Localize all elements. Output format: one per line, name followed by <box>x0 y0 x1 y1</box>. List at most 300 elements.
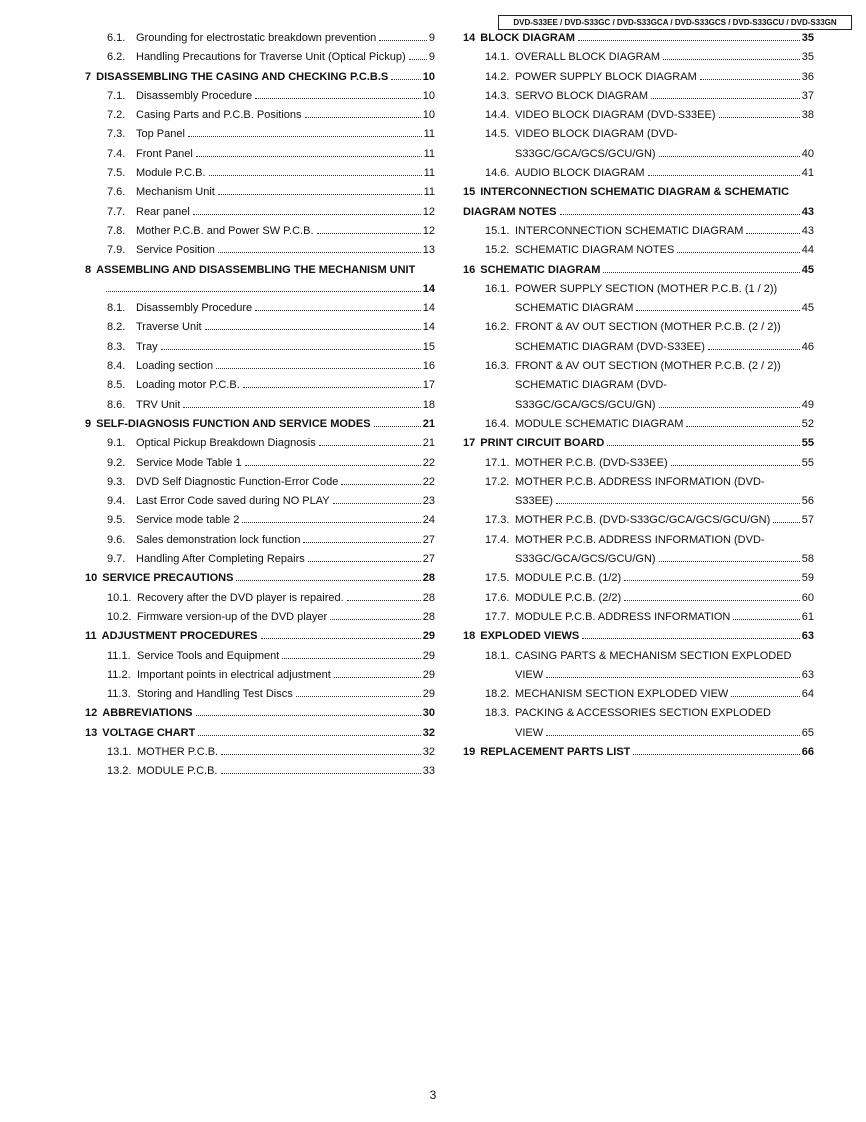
toc-dot-leader <box>161 349 421 350</box>
toc-dot-leader <box>209 175 422 176</box>
toc-entry-number: 8.4. <box>107 360 126 373</box>
toc-entry-number: 16.2. <box>485 321 510 334</box>
toc-entry-title: Handling After Completing Repairs <box>136 553 305 566</box>
toc-dot-leader <box>305 117 421 118</box>
toc-dot-leader <box>255 310 421 311</box>
toc-entry-title: VIDEO BLOCK DIAGRAM (DVD-S33EE) <box>515 109 716 122</box>
toc-page-number: 29 <box>422 668 435 681</box>
toc-dot-leader <box>648 175 800 176</box>
toc-entry-title: MOTHER P.C.B. (DVD-S33EE) <box>515 456 668 469</box>
toc-dot-leader <box>245 465 421 466</box>
toc-entry-number: 7.8. <box>107 224 126 237</box>
toc-page-number: 55 <box>801 456 814 469</box>
toc-subsection-entry[interactable] <box>463 511 814 530</box>
toc-page-number: 55 <box>801 437 814 450</box>
toc-entry-number: 17 <box>463 437 476 450</box>
toc-subsection-entry[interactable] <box>463 724 814 743</box>
toc-entry-title: SERVO BLOCK DIAGRAM <box>515 89 649 102</box>
toc-entry-number: 9.3. <box>107 475 126 488</box>
toc-subsection-entry[interactable] <box>85 299 435 318</box>
toc-dot-leader <box>303 542 420 543</box>
toc-subsection-entry[interactable] <box>85 454 435 473</box>
toc-section-entry[interactable] <box>85 627 435 646</box>
toc-subsection-entry[interactable] <box>463 48 814 67</box>
toc-subsection-entry[interactable] <box>85 492 435 511</box>
toc-page-number: 56 <box>801 495 814 508</box>
toc-entry-number: 7.2. <box>107 109 126 122</box>
toc-page-number: 23 <box>422 495 435 508</box>
toc-entry-number: 12 <box>85 707 98 720</box>
toc-entry-number: 11.3. <box>107 688 131 701</box>
toc-subsection-entry[interactable] <box>463 415 814 434</box>
toc-entry-title: S33EE) <box>515 495 553 508</box>
toc-dot-leader <box>242 522 420 523</box>
toc-entry-number: 7.7. <box>107 205 126 218</box>
toc-entry-number: 14.3. <box>485 89 510 102</box>
toc-entry-title: Loading section <box>136 360 214 373</box>
toc-entry-number: 17.6. <box>485 591 510 604</box>
toc-dot-leader <box>636 310 799 311</box>
toc-subsection-entry[interactable] <box>463 299 814 318</box>
toc-subsection-entry[interactable] <box>463 569 814 588</box>
toc-subsection-entry[interactable] <box>463 338 814 357</box>
toc-page-number: 59 <box>801 572 814 585</box>
toc-subsection-entry[interactable] <box>463 357 814 376</box>
toc-page-number: 28 <box>422 591 435 604</box>
toc-page-number: 45 <box>801 263 814 276</box>
toc-dot-leader <box>746 233 799 234</box>
toc-entry-title: DVD Self Diagnostic Function-Error Code <box>136 475 339 488</box>
toc-entry-number: 9 <box>85 417 92 430</box>
toc-subsection-entry[interactable] <box>85 106 435 125</box>
toc-dot-leader <box>221 754 421 755</box>
toc-entry-title: MODULE P.C.B. (1/2) <box>515 572 622 585</box>
toc-subsection-entry[interactable] <box>463 145 814 164</box>
toc-entry-number: 13.2. <box>107 765 132 778</box>
toc-entry-title: MOTHER P.C.B. ADDRESS INFORMATION (DVD- <box>515 533 765 546</box>
toc-entry-title: Storing and Handling Test Discs <box>137 688 293 701</box>
toc-dot-leader <box>624 580 800 581</box>
toc-entry-number: 8.5. <box>107 379 126 392</box>
toc-left-column <box>85 29 435 782</box>
toc-subsection-entry[interactable] <box>85 183 435 202</box>
toc-dot-leader <box>546 735 800 736</box>
toc-page-number: 10 <box>422 89 435 102</box>
toc-subsection-entry[interactable] <box>463 492 814 511</box>
toc-page-number: 35 <box>801 51 814 64</box>
toc-dot-leader <box>624 600 800 601</box>
toc-page-number: 32 <box>422 726 435 739</box>
toc-entry-title: MECHANISM SECTION EXPLODED VIEW <box>515 688 729 701</box>
toc-entry-title: S33GC/GCA/GCS/GCU/GN) <box>515 147 656 160</box>
toc-section-entry[interactable] <box>463 203 814 222</box>
toc-page-number: 45 <box>801 302 814 315</box>
toc-subsection-entry[interactable] <box>85 29 435 48</box>
toc-subsection-entry[interactable] <box>463 454 814 473</box>
toc-section-entry[interactable] <box>85 704 435 723</box>
toc-dot-leader <box>663 59 800 60</box>
toc-right-column <box>463 29 814 762</box>
toc-page-number: 10 <box>422 109 435 122</box>
toc-dot-leader <box>578 40 800 41</box>
toc-subsection-entry[interactable] <box>85 531 435 550</box>
toc-dot-leader <box>409 59 427 60</box>
toc-entry-title: SELF-DIAGNOSIS FUNCTION AND SERVICE MODES <box>96 417 371 430</box>
toc-subsection-entry[interactable] <box>85 280 435 299</box>
toc-entry-number: 15 <box>463 186 476 199</box>
toc-subsection-entry[interactable] <box>463 106 814 125</box>
toc-page-number: 63 <box>801 668 814 681</box>
toc-page-number: 17 <box>422 379 435 392</box>
toc-subsection-entry[interactable] <box>85 589 435 608</box>
toc-subsection-entry[interactable] <box>85 647 435 666</box>
toc-subsection-entry[interactable] <box>463 685 814 704</box>
toc-entry-number: 11.2. <box>107 668 131 681</box>
toc-subsection-entry[interactable] <box>463 68 814 87</box>
toc-entry-title: S33GC/GCA/GCS/GCU/GN) <box>515 553 656 566</box>
toc-dot-leader <box>773 522 799 523</box>
toc-subsection-entry[interactable] <box>463 589 814 608</box>
toc-page-number: 66 <box>801 745 814 758</box>
toc-entry-title: Mother P.C.B. and Power SW P.C.B. <box>136 224 314 237</box>
toc-entry-title: Disassembly Procedure <box>136 302 253 315</box>
toc-entry-number: 18.1. <box>485 649 510 662</box>
toc-page-number: 15 <box>422 340 435 353</box>
toc-page-number: 22 <box>422 475 435 488</box>
toc-dot-leader <box>347 600 421 601</box>
toc-dot-leader <box>733 619 799 620</box>
toc-section-entry[interactable] <box>463 29 814 48</box>
toc-dot-leader <box>677 252 799 253</box>
toc-entry-title: Service Position <box>136 244 215 257</box>
toc-entry-number: 14.6. <box>485 167 510 180</box>
toc-entry-number: 7.6. <box>107 186 126 199</box>
toc-page-number: 44 <box>801 244 814 257</box>
toc-page-number: 12 <box>422 224 435 237</box>
toc-entry-title: Casing Parts and P.C.B. Positions <box>136 109 302 122</box>
toc-entry-title: Front Panel <box>136 147 193 160</box>
toc-page-number: 12 <box>422 205 435 218</box>
toc-subsection-entry[interactable] <box>85 685 435 704</box>
toc-entry-number: 9.4. <box>107 495 126 508</box>
toc-subsection-entry[interactable] <box>463 87 814 106</box>
toc-entry-number: 14 <box>463 32 476 44</box>
toc-dot-leader <box>560 214 800 215</box>
toc-dot-leader <box>221 773 421 774</box>
toc-page-number: 65 <box>801 726 814 739</box>
model-header-box: DVD-S33EE / DVD-S33GC / DVD-S33GCA / DVD-S33GCS / DVD-S33GCU / DVD-S33GN <box>498 15 852 30</box>
toc-entry-title: VIEW <box>515 668 544 681</box>
toc-dot-leader <box>216 368 421 369</box>
toc-dot-leader <box>183 407 420 408</box>
toc-entry-number: 14.4. <box>485 109 510 122</box>
toc-page-number: 9 <box>428 51 435 64</box>
toc-subsection-entry[interactable] <box>85 762 435 781</box>
toc-page-number: 22 <box>422 456 435 469</box>
toc-entry-title: PRINT CIRCUIT BOARD <box>480 437 605 450</box>
toc-entry-title: Service Tools and Equipment <box>137 649 280 662</box>
toc-entry-title: Sales demonstration lock function <box>136 533 301 546</box>
toc-entry-number: 9.2. <box>107 456 126 469</box>
toc-entry-number: 16.4. <box>485 417 510 430</box>
toc-page-number: 33 <box>422 765 435 778</box>
toc-subsection-entry[interactable] <box>463 531 814 550</box>
toc-dot-leader <box>188 136 422 137</box>
toc-dot-leader <box>218 252 421 253</box>
toc-dot-leader <box>330 619 421 620</box>
toc-section-entry[interactable] <box>463 627 814 646</box>
toc-subsection-entry[interactable] <box>463 376 814 395</box>
toc-entry-title: Grounding for electrostatic breakdown prevention <box>136 32 377 44</box>
toc-page-number: 21 <box>422 417 435 430</box>
toc-section-entry[interactable] <box>463 183 814 202</box>
toc-entry-title: VIDEO BLOCK DIAGRAM (DVD- <box>515 128 678 141</box>
toc-entry-number: 17.7. <box>485 610 510 623</box>
toc-entry-title: MODULE P.C.B. ADDRESS INFORMATION <box>515 610 731 623</box>
toc-section-entry[interactable] <box>463 261 814 280</box>
toc-entry-title: Tray <box>136 340 158 353</box>
toc-dot-leader <box>196 156 422 157</box>
toc-entry-title: Last Error Code saved during NO PLAY <box>136 495 330 508</box>
toc-dot-leader <box>700 79 800 80</box>
toc-entry-title: ASSEMBLING AND DISASSEMBLING THE MECHANISM UNIT <box>96 263 416 276</box>
toc-entry-number: 8.3. <box>107 340 126 353</box>
toc-entry-title: EXPLODED VIEWS <box>480 630 580 643</box>
toc-subsection-entry[interactable] <box>463 608 814 627</box>
toc-page-number: 14 <box>422 282 435 295</box>
toc-dot-leader <box>603 272 799 273</box>
toc-entry-number: 14.5. <box>485 128 510 141</box>
toc-page-number: 35 <box>801 32 814 44</box>
toc-entry-title: INTERCONNECTION SCHEMATIC DIAGRAM & SCHEMATIC <box>480 186 790 199</box>
toc-subsection-entry[interactable] <box>85 357 435 376</box>
toc-section-entry[interactable] <box>85 261 435 280</box>
toc-entry-number: 7.4. <box>107 147 126 160</box>
toc-entry-title: MOTHER P.C.B. <box>137 745 219 758</box>
toc-entry-title: Service mode table 2 <box>136 514 240 527</box>
toc-entry-number: 18.3. <box>485 707 510 720</box>
toc-page-number: 38 <box>801 109 814 122</box>
toc-dot-leader <box>317 233 421 234</box>
toc-page-number: 28 <box>422 572 435 585</box>
toc-entry-title: MODULE P.C.B. (2/2) <box>515 591 622 604</box>
toc-entry-number: 7.1. <box>107 89 126 102</box>
toc-entry-title: MODULE P.C.B. <box>137 765 218 778</box>
toc-entry-title: S33GC/GCA/GCS/GCU/GN) <box>515 398 656 411</box>
toc-entry-title: MOTHER P.C.B. (DVD-S33GC/GCA/GCS/GCU/GN) <box>515 514 771 527</box>
toc-entry-title: PACKING & ACCESSORIES SECTION EXPLODED <box>515 707 771 720</box>
toc-dot-leader <box>261 638 421 639</box>
toc-entry-number: 17.5. <box>485 572 510 585</box>
toc-page-number: 24 <box>422 514 435 527</box>
toc-section-entry[interactable] <box>85 415 435 434</box>
toc-dot-leader <box>255 98 421 99</box>
toc-page-number: 37 <box>801 89 814 102</box>
toc-dot-leader <box>296 696 421 697</box>
toc-subsection-entry[interactable] <box>463 647 814 666</box>
toc-subsection-entry[interactable] <box>85 666 435 685</box>
toc-entry-number: 13.1. <box>107 745 132 758</box>
toc-page-number: 29 <box>422 649 435 662</box>
toc-entry-number: 15.1. <box>485 224 510 237</box>
toc-subsection-entry[interactable] <box>463 396 814 415</box>
toc-dot-leader <box>659 407 800 408</box>
toc-entry-title: ADJUSTMENT PROCEDURES <box>101 630 258 643</box>
toc-page-number: 64 <box>801 688 814 701</box>
toc-dot-leader <box>391 79 420 80</box>
toc-entry-title: DIAGRAM NOTES <box>463 205 557 218</box>
toc-entry-title: INTERCONNECTION SCHEMATIC DIAGRAM <box>515 224 744 237</box>
toc-entry-number: 7 <box>85 70 92 83</box>
toc-page-number: 60 <box>801 591 814 604</box>
toc-subsection-entry[interactable] <box>85 396 435 415</box>
toc-entry-title: Service Mode Table 1 <box>136 456 242 469</box>
toc-section-entry[interactable] <box>463 434 814 453</box>
toc-subsection-entry[interactable] <box>463 550 814 569</box>
toc-entry-title: Handling Precautions for Traverse Unit (Optical Pickup) <box>136 51 406 64</box>
toc-page-number: 43 <box>801 224 814 237</box>
toc-entry-title: Mechanism Unit <box>136 186 215 199</box>
toc-page-number: 10 <box>422 70 435 83</box>
toc-subsection-entry[interactable] <box>85 125 435 144</box>
toc-entry-title: Optical Pickup Breakdown Diagnosis <box>136 437 316 450</box>
toc-entry-number: 7.9. <box>107 244 126 257</box>
toc-page-number: 63 <box>801 630 814 643</box>
toc-section-entry[interactable] <box>463 743 814 762</box>
toc-section-entry[interactable] <box>85 724 435 743</box>
toc-entry-title: MOTHER P.C.B. ADDRESS INFORMATION (DVD- <box>515 475 765 488</box>
toc-subsection-entry[interactable] <box>85 608 435 627</box>
toc-entry-number: 9.5. <box>107 514 126 527</box>
toc-dot-leader <box>556 503 800 504</box>
toc-entry-title: Firmware version-up of the DVD player <box>137 610 328 623</box>
toc-entry-number: 8.2. <box>107 321 126 334</box>
toc-entry-title: CASING PARTS & MECHANISM SECTION EXPLODED <box>515 649 792 662</box>
toc-entry-number: 8 <box>85 263 92 276</box>
toc-subsection-entry[interactable] <box>463 704 814 723</box>
toc-entry-number: 10 <box>85 572 98 585</box>
toc-section-entry[interactable] <box>85 68 435 87</box>
toc-entry-number: 18 <box>463 630 476 643</box>
toc-dot-leader <box>308 561 421 562</box>
toc-subsection-entry[interactable] <box>85 743 435 762</box>
toc-dot-leader <box>582 638 799 639</box>
toc-subsection-entry[interactable] <box>85 338 435 357</box>
toc-page-number: 27 <box>422 553 435 566</box>
toc-subsection-entry[interactable] <box>463 473 814 492</box>
toc-entry-title: VOLTAGE CHART <box>102 726 196 739</box>
toc-page-number: 9 <box>428 32 435 44</box>
toc-subsection-entry[interactable] <box>463 666 814 685</box>
toc-entry-title: SERVICE PRECAUTIONS <box>102 572 234 585</box>
toc-entry-number: 10.1. <box>107 591 132 604</box>
toc-subsection-entry[interactable] <box>85 87 435 106</box>
toc-page-number: 43 <box>801 205 814 218</box>
toc-subsection-entry[interactable] <box>85 48 435 67</box>
toc-subsection-entry[interactable] <box>85 473 435 492</box>
toc-subsection-entry[interactable] <box>463 222 814 241</box>
toc-entry-title: Recovery after the DVD player is repaired. <box>137 591 344 604</box>
toc-page-number: 11 <box>423 128 435 141</box>
toc-page-number: 49 <box>801 398 814 411</box>
toc-dot-leader <box>218 194 422 195</box>
toc-page-number: 41 <box>801 167 814 180</box>
toc-entry-number: 8.6. <box>107 398 126 411</box>
toc-subsection-entry[interactable] <box>85 318 435 337</box>
toc-entry-number: 17.4. <box>485 533 510 546</box>
toc-dot-leader <box>196 715 421 716</box>
toc-entry-number: 11 <box>85 630 97 643</box>
toc-entry-number: 9.7. <box>107 553 126 566</box>
toc-entry-title: Top Panel <box>136 128 185 141</box>
toc-page-number: 11 <box>423 147 435 160</box>
toc-dot-leader <box>334 677 421 678</box>
toc-dot-leader <box>205 329 421 330</box>
toc-entry-title: ABBREVIATIONS <box>102 707 193 720</box>
toc-entry-title: VIEW <box>515 726 544 739</box>
toc-page-number: 14 <box>422 321 435 334</box>
toc-entry-number: 18.2. <box>485 688 510 701</box>
toc-section-entry[interactable] <box>85 569 435 588</box>
toc-page-number: 32 <box>422 745 435 758</box>
toc-dot-leader <box>659 561 800 562</box>
toc-subsection-entry[interactable] <box>85 550 435 569</box>
toc-entry-title: Module P.C.B. <box>136 167 206 180</box>
toc-subsection-entry[interactable] <box>85 434 435 453</box>
toc-dot-leader <box>319 445 421 446</box>
toc-subsection-entry[interactable] <box>463 241 814 260</box>
toc-entry-title: SCHEMATIC DIAGRAM (DVD-S33EE) <box>515 340 705 353</box>
toc-entry-title: POWER SUPPLY BLOCK DIAGRAM <box>515 70 697 83</box>
toc-entry-title: SCHEMATIC DIAGRAM <box>480 263 601 276</box>
toc-entry-title: POWER SUPPLY SECTION (MOTHER P.C.B. (1 / 2)) <box>515 282 778 295</box>
toc-entry-title: Important points in electrical adjustment <box>137 668 331 681</box>
toc-dot-leader <box>243 387 421 388</box>
toc-entry-title: TRV Unit <box>136 398 181 411</box>
toc-subsection-entry[interactable] <box>463 280 814 299</box>
toc-page-number: 36 <box>801 70 814 83</box>
toc-page-number: 52 <box>801 417 814 430</box>
toc-dot-leader <box>341 484 420 485</box>
toc-entry-number: 6.1. <box>107 32 126 44</box>
toc-subsection-entry[interactable] <box>85 376 435 395</box>
toc-entry-title: SCHEMATIC DIAGRAM <box>515 302 634 315</box>
toc-page-number: 11 <box>423 167 435 180</box>
toc-dot-leader <box>374 426 421 427</box>
toc-subsection-entry[interactable] <box>463 318 814 337</box>
page-number: 3 <box>429 1088 437 1102</box>
toc-subsection-entry[interactable] <box>85 164 435 183</box>
toc-entry-title: SCHEMATIC DIAGRAM NOTES <box>515 244 675 257</box>
toc-entry-title: SCHEMATIC DIAGRAM (DVD- <box>515 379 667 392</box>
toc-page-number: 14 <box>422 302 435 315</box>
toc-entry-number: 17.2. <box>485 475 510 488</box>
toc-entry-number: 17.3. <box>485 514 510 527</box>
toc-page-number: 29 <box>422 630 435 643</box>
toc-dot-leader <box>379 40 427 41</box>
toc-subsection-entry[interactable] <box>463 164 814 183</box>
toc-subsection-entry[interactable] <box>463 125 814 144</box>
toc-dot-leader <box>633 754 799 755</box>
toc-subsection-entry[interactable] <box>85 203 435 222</box>
toc-entry-title: OVERALL BLOCK DIAGRAM <box>515 51 661 64</box>
toc-entry-title: MODULE SCHEMATIC DIAGRAM <box>515 417 684 430</box>
toc-subsection-entry[interactable] <box>85 145 435 164</box>
toc-entry-number: 7.3. <box>107 128 126 141</box>
toc-subsection-entry[interactable] <box>85 241 435 260</box>
toc-subsection-entry[interactable] <box>85 511 435 530</box>
toc-subsection-entry[interactable] <box>85 222 435 241</box>
